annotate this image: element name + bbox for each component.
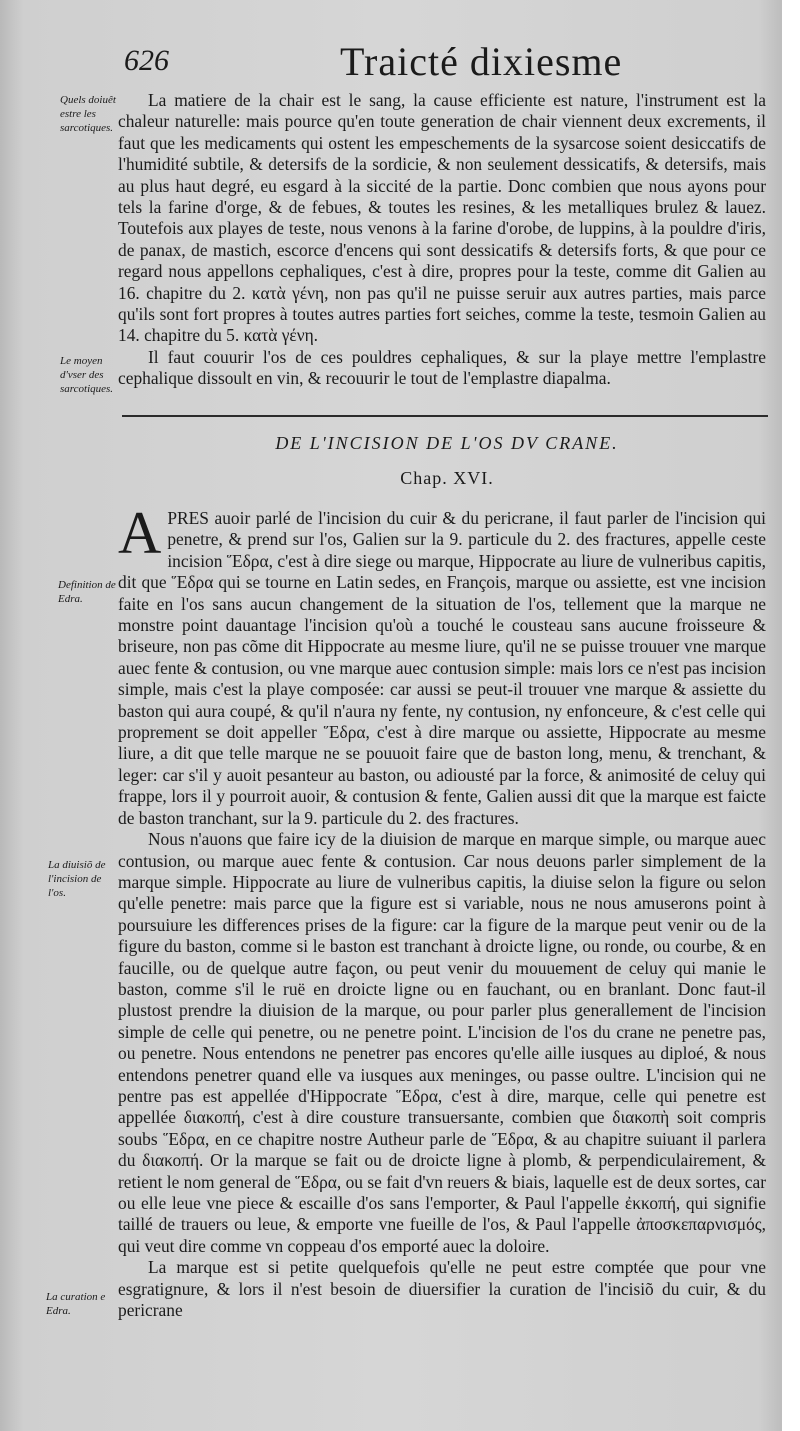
paragraph: La marque est si petite quelquefois qu'elle ne peut estre comptée que pour vne esgratignure, & lors il n'est besoin de diuersifier la curation de l'incisiõ du cuir, & du pericrane <box>118 1257 766 1321</box>
section-heading: DE L'INCISION DE L'OS DV CRANE. <box>275 433 619 453</box>
margin-note: La curation e Edra. <box>46 1291 106 1317</box>
drop-cap: A <box>118 500 162 566</box>
main-text-block <box>118 500 766 1321</box>
chapter-heading: Chap. XVI. <box>400 468 494 488</box>
paragraph: Il faut couurir l'os de ces pouldres cephaliques, & sur la playe mettre l'emplastre cephalique dissoult en vin, & recouurir le tout de l'emplastre diapalma. <box>118 346 766 389</box>
paragraph: La matiere de la chair est le sang, la cause efficiente est nature, l'instrument est la chaleur naturelle: mais pource qu'en toute generation de chair viennent deux excrements, il faut que les medicaments qui ostent les empeschements de la sysarcose soient desiccatifs de l'humidité subtile, & detersifs de la sordicie, & non seulement dessicatifs, & detersifs, mais au plus haut degré, eu esgard à la siccité de la partie. Donc combien que nous ayons pour tels la farine d'orge, & de febues, & toutes les resines, & les metalliques brulez & lauez. Toutefois aux playes de teste, nous venons à la farine d'orobe, de luppins, à la pouldre d'iris, de panax, de mastich, escorce d'encens qui sont dessicatifs & detersifs forts, & que pour ce regard nous appellons cephaliques, c'est à dire, propres pour la teste, comme dit Galien au 16. chapitre du 2. κατὰ γένη, non pas qu'il ne puisse seruir aux autres parties, mais parce qu'ils sont fort propres à toutes autres parties fort seiches, comme la teste, tesmoin Galien au 14. chapitre du 5. κατὰ γένη. <box>118 90 766 346</box>
page-number: 626 <box>124 44 169 77</box>
top-text-block <box>118 90 766 390</box>
section-rule <box>122 415 768 417</box>
margin-note: Definition de Edra. <box>58 579 116 605</box>
margin-note: La diuisiõ de l'incision de l'os. <box>48 859 106 899</box>
paragraph-first <box>118 500 766 829</box>
running-head: Traicté dixiesme <box>340 39 623 84</box>
paragraph-text: PRES auoir parlé de l'incision du cuir & du pericrane, il faut parler de l'incision qui penetre, & prend sur l'os, Galien sur la 9. particule du 2. des fractures, appelle ceste incision Ἕδρα, c'est à dire siege ou marque, Hippocrate au liure de vulneribus capitis, dit que Ἕδρα qui se tourne en Latin sedes, en François, marque ou assiette, est vne incision faite en l'os sans aucun changement de la situation de l'os, tellement que la marque ne monstre point dauantage l'incision qu'où a touché le cousteau sans aucune froisseure & briseure, non pas cõme dit Hippocrate au mesme liure, qu'il ne se puisse trouuer vne marque auec fente & contusion, ou vne marque auec contusion simple: mais lors ce n'est pas incision simple, mais c'est la playe composée: car aussi se peut-il trouuer vne marque & assiette du baston qui aura coupé, & qu'il n'aura ny fente, ny contusion, ny enfonceure, & c'est celle qui proprement se doit appeller Ἕδρα, c'est à dire marque ou assiette, Hippocrate au mesme liure, a dit que telle marque ne se pouuoit faire que de baston long, menu, & trenchant, & leger: car s'il y auoit pesanteur au baston, ou adiousté par la force, & animosité de celuy qui frappe, lors il y pourroit auoir, & contusion & fente, Galien aussi dit que la marque est faicte de baston tranchant, sur la 9. particule du 2. des fractures. <box>118 508 766 828</box>
margin-note: Le moyen d'vser des sarcotiques. <box>60 355 114 395</box>
paragraph: Nous n'auons que faire icy de la diuision de marque en marque simple, ou marque auec contusion, ou marque auec fente & contusion. Car nous deuons parler simplement de la marque simple. Hippocrate au liure de vulneribus capitis, la diuise selon la figure ou selon qu'elle penetre: mais parce que la figure est si variable, nous ne nous amuserons point à poursuiure les differences prises de la figure: car la figure de la marque peut venir ou de la figure du baston, comme si le baston est tranchant à droicte ligne, ou ronde, ou courbe, & en faucille, ou de quelque autre façon, ou peut venir du mouuement de celuy qui manie le baston, comme s'il le ruë en droicte ligne ou en fauchant, ou en branlant. Donc faut-il plustost prendre la diuision de la marque, ou pour parler plus generallement de l'incision simple de celle qui penetre, ou ne penetre point. L'incision de l'os du crane ne penetre pas, ou penetre. Nous entendons ne penetrer pas encores qu'elle aille iusques au diploé, & nous entendons penetrer quand elle va iusques aux meninges, ou passe oultre. L'incision qui ne pentre pas est appellée d'Hippocrate Ἕδρα, c'est à dire, marque, celle qui penetre est appellée διακοπή, c'est à dire cousture transuersante, combien que διακοπὴ soit compris soubs Ἕδρα, en ce chapitre nostre Autheur parle de Ἕδρα, & au chapitre suiuant il parlera du διακοπή. Or la marque se fait ou de droicte ligne à plomb, & perpendiculairement, & retient le nom general de Ἕδρα, ou se fait d'vn reuers & biais, laquelle est de deux sortes, car ou elle leue vne piece & escaille d'os sans l'emporter, & Paul l'appelle ἐκκοπή, qui signifie taillé de trauers ou leue, & emporte vne fueille de l'os, & Paul l'appelle ἀποσκεπαρνισμός, qui veut dire comme vn coppeau d'os emporté auec la doloire. <box>118 829 766 1256</box>
margin-note: Quels doiuêt estre les sarcotiques. <box>60 94 116 134</box>
page-edge <box>782 0 800 1431</box>
